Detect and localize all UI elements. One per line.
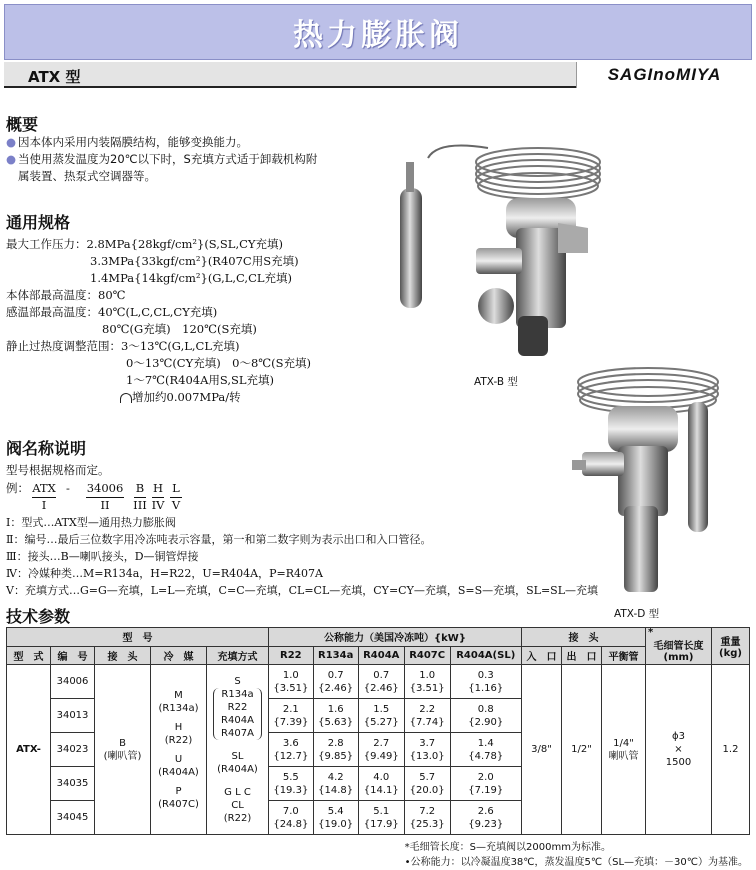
cap-cell: 2.2 {7.74} bbox=[404, 699, 450, 733]
inlet-cell: 3/8" bbox=[522, 665, 562, 835]
spec-line: 增加约0.007MPa/转 bbox=[6, 389, 311, 406]
number-cell: 34035 bbox=[51, 767, 95, 801]
th-refrigerant: 冷 媒 bbox=[151, 646, 207, 665]
cap-cell: 0.7 {2.46} bbox=[313, 665, 358, 699]
overview-item: ● 因本体内采用内装隔膜结构，能够变换能力。 bbox=[6, 135, 248, 149]
model-bar bbox=[4, 62, 752, 88]
th-joint: 接 头 bbox=[522, 628, 646, 647]
naming-line: Ⅱ：编号…最后三位数字用冷冻吨表示容量，第一和第二数字则为表示出口和入口管径。 bbox=[6, 533, 432, 546]
refrigerant-cell: M (R134a) H (R22) U (R404A) P (R407C) bbox=[151, 665, 207, 835]
th-number: 编 号 bbox=[51, 646, 95, 665]
title-banner bbox=[4, 4, 752, 60]
tech-heading: 技术参数 bbox=[6, 607, 71, 626]
type-cell: ATX- bbox=[7, 665, 51, 835]
spec-table bbox=[6, 627, 750, 835]
spec-line: 静止过热度调整范围：3～13℃(G,L,CL充填) bbox=[6, 339, 240, 353]
cap-cell: 4.0 {14.1} bbox=[358, 767, 404, 801]
cap-cell: 1.5 {5.27} bbox=[358, 699, 404, 733]
th-inlet: 入 口 bbox=[522, 646, 562, 665]
cap-cell: 0.7 {2.46} bbox=[358, 665, 404, 699]
th-capacity: 公称能力（美国冷冻吨）{kW} bbox=[269, 628, 522, 647]
th-weight: 重量 (kg) bbox=[712, 628, 750, 665]
naming-line: Ⅲ：接头…B—喇叭接头，D—铜管焊接 bbox=[6, 550, 199, 563]
cap-cell: 7.0 {24.8} bbox=[269, 801, 314, 835]
cap-cell: 2.8 {9.85} bbox=[313, 733, 358, 767]
example-label: 例： bbox=[6, 481, 29, 495]
weight-cell: 1.2 bbox=[712, 665, 750, 835]
model-name: ATX 型 bbox=[28, 68, 81, 86]
cap-cell: 2.0 {7.19} bbox=[450, 767, 522, 801]
bullet-icon: ● bbox=[6, 135, 17, 149]
number-cell: 34023 bbox=[51, 733, 95, 767]
cap-cell: 5.5 {19.3} bbox=[269, 767, 314, 801]
overview-list bbox=[6, 134, 317, 185]
th-type: 型 式 bbox=[7, 646, 51, 665]
cap-cell: 2.7 {9.49} bbox=[358, 733, 404, 767]
general-spec bbox=[6, 236, 311, 406]
cap-cell: 1.0 {3.51} bbox=[269, 665, 314, 699]
roman-part: IV bbox=[151, 498, 165, 512]
cap-cell: 0.8 {2.90} bbox=[450, 699, 522, 733]
roman-part: III bbox=[133, 498, 147, 512]
code-part: L bbox=[170, 480, 182, 498]
th-r404a: R404A bbox=[358, 646, 404, 665]
overview-heading: 概要 bbox=[6, 115, 39, 134]
th-r407c: R407C bbox=[404, 646, 450, 665]
naming-line: Ⅴ：充填方式…G=G—充填，L=L—充填，C=C—充填，CL=CL—充填，CY=CY—充填，S=S—充填，SL=SL—充填 bbox=[6, 584, 599, 597]
cap-cell: 1.0 {3.51} bbox=[404, 665, 450, 699]
spec-line: 1.4MPa{14kgf/cm²}(G,L,C,CL充填) bbox=[90, 271, 293, 285]
general-heading: 通用规格 bbox=[6, 213, 71, 232]
table-row bbox=[7, 665, 750, 699]
naming-line: Ⅰ：型式…ATX型—通用热力膨胀阀 bbox=[6, 516, 176, 529]
cap-cell: 3.7 {13.0} bbox=[404, 733, 450, 767]
naming-line: Ⅳ：冷媒种类…M=R134a，H=R22，U=R404A，P=R407A bbox=[6, 567, 323, 580]
cap-cell: 4.2 {14.8} bbox=[313, 767, 358, 801]
footnote: *毛细管长度：S—充填阀以2000mm为标准。 bbox=[404, 842, 611, 853]
naming-lines bbox=[6, 514, 598, 599]
number-cell: 34045 bbox=[51, 801, 95, 835]
roman-part: II bbox=[100, 498, 110, 512]
naming-intro: 型号根据规格而定。 bbox=[6, 463, 110, 477]
page-title: 热力膨胀阀 bbox=[293, 18, 463, 53]
atx-d-caption: ATX-D 型 bbox=[614, 608, 660, 620]
spec-line: 0～13℃(CY充填) 0～8℃(S充填) bbox=[126, 356, 312, 370]
naming-heading: 阀名称说明 bbox=[6, 439, 87, 458]
code-part: ATX bbox=[32, 480, 56, 498]
brand-logo: SAGInoMIYA bbox=[576, 62, 752, 88]
th-outlet: 出 口 bbox=[562, 646, 602, 665]
cap-cell: 5.1 {17.9} bbox=[358, 801, 404, 835]
overview-item: 属装置、热泵式空调器等。 bbox=[18, 169, 156, 183]
cap-cell: 5.4 {19.0} bbox=[313, 801, 358, 835]
bullet-icon: ● bbox=[6, 152, 17, 166]
spec-line: 感温部最高温度：40℃(L,C,CL,CY充填) bbox=[6, 305, 218, 319]
cap-cell: 1.4 {4.78} bbox=[450, 733, 522, 767]
footnotes bbox=[405, 838, 748, 868]
balance-cell: 1/4" 喇叭管 bbox=[602, 665, 646, 835]
footnote: •公称能力：以冷凝温度38℃，蒸发温度5℃（SL—充填：－30℃）为基准。 bbox=[404, 857, 748, 868]
code-part: B bbox=[134, 480, 146, 498]
number-cell: 34006 bbox=[51, 665, 95, 699]
atx-b-caption: ATX-B 型 bbox=[474, 376, 518, 388]
connection-cell: B (喇叭管) bbox=[95, 665, 151, 835]
cap-cell: 2.1 {7.39} bbox=[269, 699, 314, 733]
cap-cell: 7.2 {25.3} bbox=[404, 801, 450, 835]
code-part: 34006 bbox=[86, 480, 124, 498]
code-part: - bbox=[66, 481, 70, 495]
cap-cell: 0.3 {1.16} bbox=[450, 665, 522, 699]
overview-item: ● 当使用蒸发温度为20℃以下时，S充填方式适于卸载机构附 bbox=[6, 152, 318, 166]
spec-line: 本体部最高温度：80℃ bbox=[6, 288, 126, 302]
atx-d-valve-photo bbox=[568, 356, 748, 602]
th-r404a-sl: R404A(SL) bbox=[450, 646, 522, 665]
th-capillary: * 毛细管长度 (mm) bbox=[646, 628, 712, 665]
th-r134a: R134a bbox=[313, 646, 358, 665]
rotate-icon bbox=[120, 393, 132, 403]
spec-line: 80℃(G充填) 120℃(S充填) bbox=[102, 322, 257, 336]
th-r22: R22 bbox=[269, 646, 314, 665]
code-part: H bbox=[152, 480, 164, 498]
cap-cell: 1.6 {5.63} bbox=[313, 699, 358, 733]
cap-cell: 2.6 {9.23} bbox=[450, 801, 522, 835]
spec-line: 3.3MPa{33kgf/cm²}(R407C用S充填) bbox=[90, 254, 299, 268]
atx-b-valve-photo bbox=[398, 128, 610, 364]
number-cell: 34013 bbox=[51, 699, 95, 733]
spec-line: 最大工作压力：2.8MPa{28kgf/cm²}(S,SL,CY充填) bbox=[6, 237, 283, 251]
roman-part: I bbox=[41, 498, 47, 512]
th-connection: 接 头 bbox=[95, 646, 151, 665]
cap-cell: 3.6 {12.7} bbox=[269, 733, 314, 767]
charge-cell: S R134a R22 R404A R407A SL (R404A) G L C CL (R22) bbox=[207, 665, 269, 835]
cap-cell: 5.7 {20.0} bbox=[404, 767, 450, 801]
roman-part: V bbox=[171, 498, 181, 512]
th-model: 型 号 bbox=[7, 628, 269, 647]
th-balance: 平衡管 bbox=[602, 646, 646, 665]
outlet-cell: 1/2" bbox=[562, 665, 602, 835]
spec-line: 1～7℃(R404A用S,SL充填) bbox=[126, 373, 275, 387]
th-charge: 充填方式 bbox=[207, 646, 269, 665]
capillary-cell: ϕ3 × 1500 bbox=[646, 665, 712, 835]
